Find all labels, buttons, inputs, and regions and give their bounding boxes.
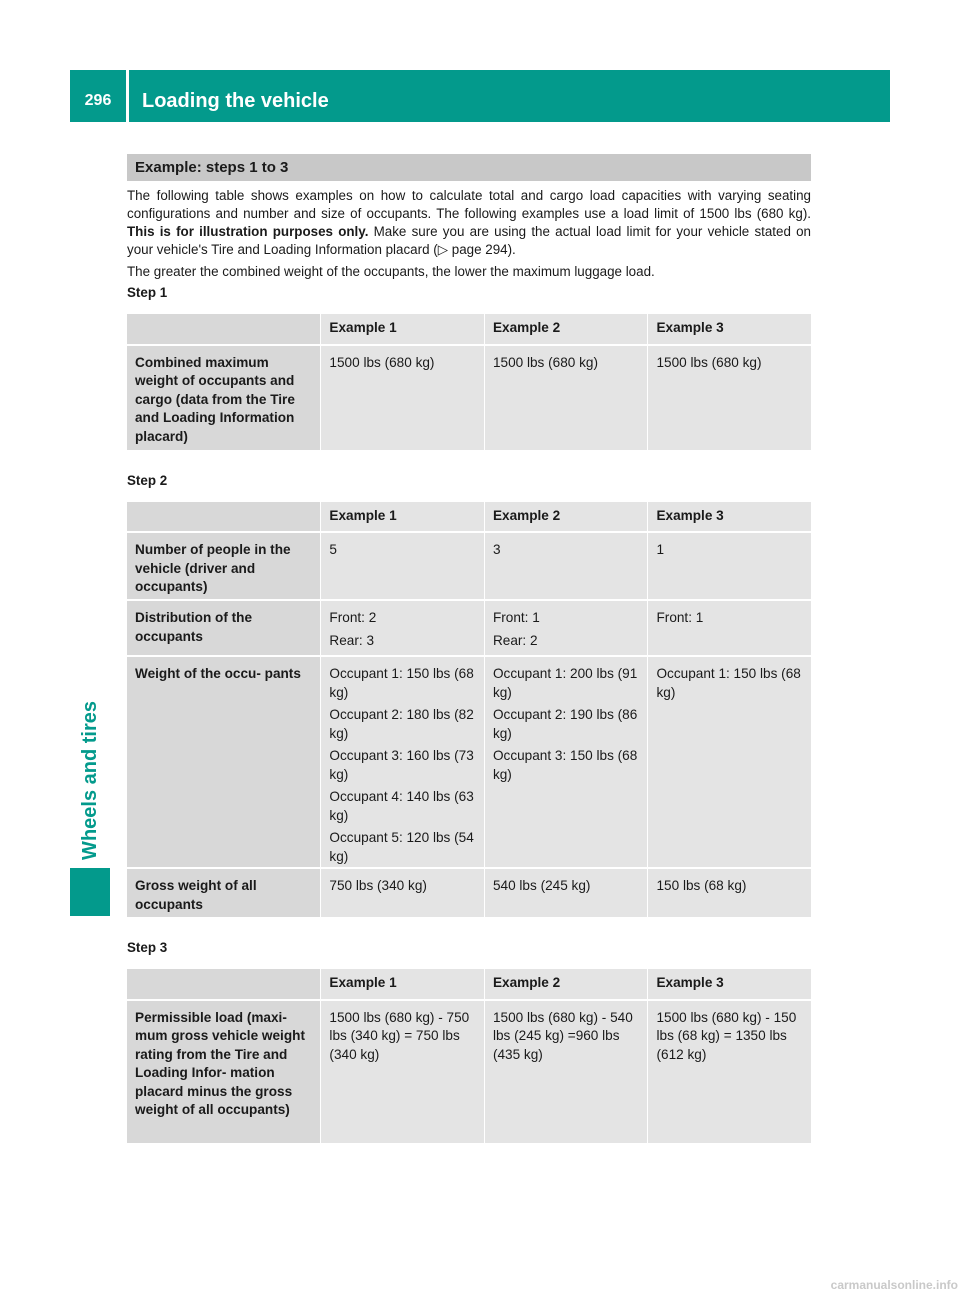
header-example-2: Example 2 [485,969,648,999]
header-example-1: Example 1 [321,969,484,999]
intro-paragraph [127,187,811,259]
header-example-1: Example 1 [321,502,484,532]
header-example-3: Example 3 [648,969,811,999]
cell-line: Occupant 1: 150 lbs (68 kg) [656,666,801,700]
cell-example-2: 1500 lbs (680 kg) [485,346,648,450]
header-example-2: Example 2 [485,314,648,344]
side-chapter-text: Wheels and tires [78,701,101,860]
row-label: Gross weight of all occupants [127,869,320,917]
cell-line: Occupant 4: 140 lbs (63 kg) [329,789,474,823]
subheading: Example: steps 1 to 3 [127,154,811,181]
step-1-table [127,314,811,450]
table-row [127,533,811,599]
cell-example-2: 3 [485,533,648,599]
page-content [127,154,811,1143]
cell-example-3: 150 lbs (68 kg) [648,869,811,917]
page-number: 296 [84,92,112,109]
cell-example-3: 1500 lbs (680 kg) [648,346,811,450]
cell-line: Front: 1 [656,610,704,625]
page-header [70,70,890,122]
row-label: Combined maximum weight of occupants and cargo (data from the Tire and Loading Information placard) [127,346,320,450]
header-example-1: Example 1 [321,314,484,344]
watermark: carmanualsonline.info [830,1278,958,1292]
cell-line: Rear: 3 [329,632,374,648]
intro-text-b: Make sure you are using the actual load limit for your vehicle stated on your vehicle's Tire and Loading Information placard ( [127,224,811,257]
section-title: Loading the vehicle [142,90,329,112]
cell-line: Occupant 5: 120 lbs (54 kg) [329,830,474,864]
header-example-3: Example 3 [648,314,811,344]
row-label: Permissible load (maxi- mum gross vehicle weight rating from the Tire and Loading Infor- mation placard minus the gross weight of all occupants) [127,1001,320,1143]
table-row [127,346,811,450]
step-2-label: Step 2 [127,472,168,488]
step-3-label: Step 3 [127,940,168,955]
row-label: Number of people in the vehicle (driver and occupants) [127,533,320,599]
step-1-label: Step 1 [127,285,168,300]
step-3-table [127,969,811,1143]
table-header-row [127,502,811,532]
table-header-row [127,314,811,344]
table-row [127,1001,811,1143]
cell-example-2: 1500 lbs (680 kg) - 540 lbs (245 kg) =960 lbs (435 kg) [485,1001,648,1143]
cell-example-1: 1500 lbs (680 kg) [321,346,484,450]
table-row [127,601,811,655]
cell-line: Occupant 2: 190 lbs (86 kg) [492,707,638,741]
cell-line: Front: 1 [492,610,540,625]
table-header-row [127,969,811,999]
cell-example-1: 1500 lbs (680 kg) - 750 lbs (340 kg) = 750 lbs (340 kg) [321,1001,484,1143]
cell-example-1 [321,657,484,867]
header-example-2: Example 2 [485,502,648,532]
intro-bold-note: This is for illustration purposes only. [127,224,369,239]
intro-page-ref[interactable]: page 294). [448,242,516,257]
header-divider [126,70,129,122]
cell-line: Occupant 1: 200 lbs (91 kg) [492,666,638,700]
row-label: Weight of the occu- pants [127,657,320,867]
side-chapter-label [70,640,110,860]
cell-line: Front: 2 [329,610,377,625]
cell-example-3: 1500 lbs (680 kg) - 150 lbs (68 kg) = 1350 lbs (612 kg) [648,1001,811,1143]
step-2-table [127,502,811,918]
cell-line: Occupant 3: 150 lbs (68 kg) [492,748,638,782]
cell-example-1 [321,601,484,655]
header-example-3: Example 3 [648,502,811,532]
cell-example-2 [485,657,648,867]
side-chapter-tab [70,868,110,916]
cell-example-3: 1 [648,533,811,599]
table-row [127,657,811,867]
cell-line: Occupant 3: 160 lbs (73 kg) [329,748,474,782]
page-ref-arrow-icon: ▷ [437,242,449,257]
row-label: Distribution of the occupants [127,601,320,655]
cell-line: Rear: 2 [492,632,538,648]
header-empty-cell [127,314,320,344]
header-empty-cell [127,969,320,999]
cell-example-3 [648,657,811,867]
intro-paragraph-2: The greater the combined weight of the occupants, the lower the maximum luggage load. [127,264,655,279]
table-row [127,869,811,917]
intro-text-a: The following table shows examples on how to calculate total and cargo load capacities with varying seating configurations and number and size of occupants. The following examples use a load limit of 1500 lbs (680 kg). [127,188,811,221]
cell-line: Occupant 2: 180 lbs (82 kg) [329,707,474,741]
cell-example-2: 540 lbs (245 kg) [485,869,648,917]
header-empty-cell [127,502,320,532]
cell-example-1: 5 [321,533,484,599]
cell-example-1: 750 lbs (340 kg) [321,869,484,917]
cell-line: Occupant 1: 150 lbs (68 kg) [329,666,474,700]
cell-example-3 [648,601,811,655]
cell-example-2 [485,601,648,655]
